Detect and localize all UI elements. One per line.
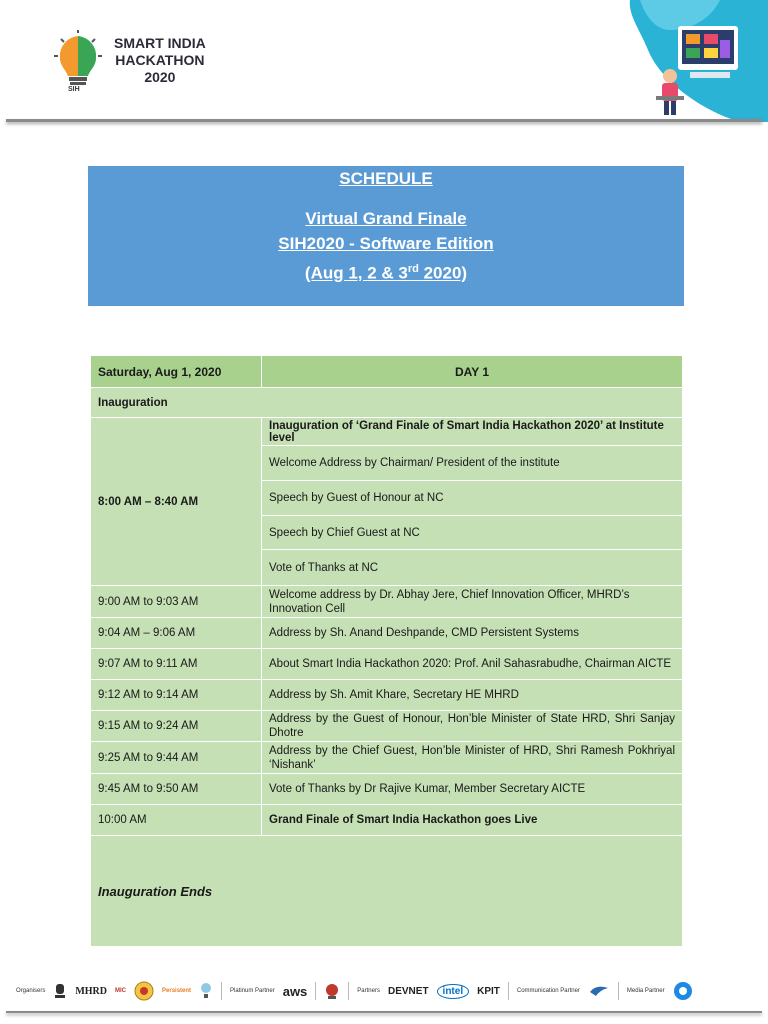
row-item: Address by the Chief Guest, Hon’ble Minister of HRD, Shri Ramesh Pokhriyal ‘Nishank’ <box>269 744 675 771</box>
page-header <box>0 0 768 125</box>
table-row <box>91 618 682 649</box>
title-dates-sup: rd <box>407 263 419 275</box>
footer-separator <box>348 982 349 1000</box>
footer-separator <box>618 982 619 1000</box>
inauguration-ends-row <box>91 836 682 946</box>
list-item: Welcome Address by Chairman/ President of the institute <box>262 446 682 481</box>
logo-line-3: 2020 <box>144 69 176 85</box>
section-label: Inauguration <box>98 396 168 409</box>
row-time: 9:12 AM to 9:14 AM <box>91 680 262 710</box>
mic-logo: MIC <box>115 988 127 994</box>
list-item: Speech by Chief Guest at NC <box>262 516 682 550</box>
logo-line-1: SMART INDIA <box>114 35 206 51</box>
media-partner-logo-icon <box>673 981 693 1001</box>
bulb-partner-icon <box>199 981 213 1001</box>
row-time: 9:45 AM to 9:50 AM <box>91 774 262 804</box>
footer-separator <box>221 982 222 1000</box>
sponsor-footer <box>0 968 768 1024</box>
footer-separator <box>315 982 316 1000</box>
mhrd-logo: MHRD <box>75 985 108 997</box>
list-item: Speech by Guest of Honour at NC <box>262 481 682 516</box>
aicte-seal-icon <box>134 981 154 1001</box>
title-dates-main: (Aug 1, 2 & 3 <box>304 263 408 283</box>
row-item: Address by Sh. Amit Khare, Secretary HE MHRD <box>269 689 519 701</box>
row-item: Address by the Guest of Honour, Hon’ble Minister of State HRD, Shri Sanjay Dhotre <box>269 713 675 739</box>
persistent-logo: Persistent <box>162 988 192 994</box>
communication-partner-logo-icon <box>588 982 610 1000</box>
organisers-label: Organisers <box>16 988 46 994</box>
header-day: DAY 1 <box>454 364 490 379</box>
table-row <box>91 805 682 836</box>
footer-divider <box>6 1011 762 1013</box>
sih-bulb-logo-icon <box>50 30 106 92</box>
intel-logo: intel <box>437 984 470 999</box>
schedule-title-box <box>88 166 684 306</box>
emblem-partner-icon <box>324 982 340 1000</box>
national-emblem-icon <box>53 982 67 1000</box>
devnet-logo: DEVNET <box>387 985 429 997</box>
row-item: About Smart India Hackathon 2020: Prof. Anil Sahasrabudhe, Chairman AICTE <box>269 658 672 670</box>
table-row <box>91 649 682 680</box>
table-row <box>91 586 682 618</box>
table-header-row <box>91 356 682 388</box>
row-time: 9:04 AM – 9:06 AM <box>91 618 262 648</box>
section-row <box>91 388 682 418</box>
block-items <box>262 418 682 585</box>
partners-label: Partners <box>357 988 380 994</box>
inauguration-block <box>91 418 682 586</box>
footer-separator <box>508 982 509 1000</box>
title-dates <box>88 258 684 285</box>
platinum-partner-label: Platinum Partner <box>230 988 275 994</box>
row-item: Address by Sh. Anand Deshpande, CMD Persistent Systems <box>269 627 580 639</box>
kpit-logo: KPIT <box>477 985 500 997</box>
title-event: Virtual Grand Finale <box>305 209 467 228</box>
header-date: Saturday, Aug 1, 2020 <box>91 356 262 387</box>
logo-wordmark <box>114 35 206 86</box>
title-edition: SIH2020 - Software Edition <box>278 234 494 253</box>
table-row <box>91 774 682 805</box>
row-time: 9:00 AM to 9:03 AM <box>91 586 262 617</box>
row-time: 10:00 AM <box>91 805 262 835</box>
list-item: Vote of Thanks at NC <box>269 561 379 574</box>
aws-logo: aws <box>282 983 308 999</box>
row-time: 9:15 AM to 9:24 AM <box>91 711 262 741</box>
block-time: 8:00 AM – 8:40 AM <box>91 418 262 585</box>
coder-illustration-icon <box>620 0 768 122</box>
row-item: Grand Finale of Smart India Hackathon goes Live <box>269 814 538 826</box>
table-row <box>91 680 682 711</box>
sponsor-strip <box>16 976 693 1006</box>
row-item: Vote of Thanks by Dr Rajive Kumar, Member Secretary AICTE <box>269 783 586 795</box>
schedule-table <box>90 355 683 947</box>
title-dates-end: 2020) <box>418 263 468 283</box>
row-item: Welcome address by Dr. Abhay Jere, Chief Innovation Officer, MHRD’s Innovation Cell <box>269 588 630 615</box>
media-partner-label: Media Partner <box>626 988 665 994</box>
header-divider <box>6 119 762 122</box>
row-time: 9:25 AM to 9:44 AM <box>91 742 262 773</box>
row-time: 9:07 AM to 9:11 AM <box>91 649 262 679</box>
title-schedule: SCHEDULE <box>339 169 433 188</box>
communication-partner-label: Communication Partner <box>516 988 580 994</box>
inauguration-ends: Inauguration Ends <box>98 883 213 899</box>
table-row <box>91 711 682 742</box>
logo-line-2: HACKATHON <box>115 52 205 68</box>
table-row <box>91 742 682 774</box>
logo-badge: SIH <box>68 86 80 93</box>
list-item: Inauguration of ‘Grand Finale of Smart India Hackathon 2020’ at Institute level <box>262 418 682 446</box>
